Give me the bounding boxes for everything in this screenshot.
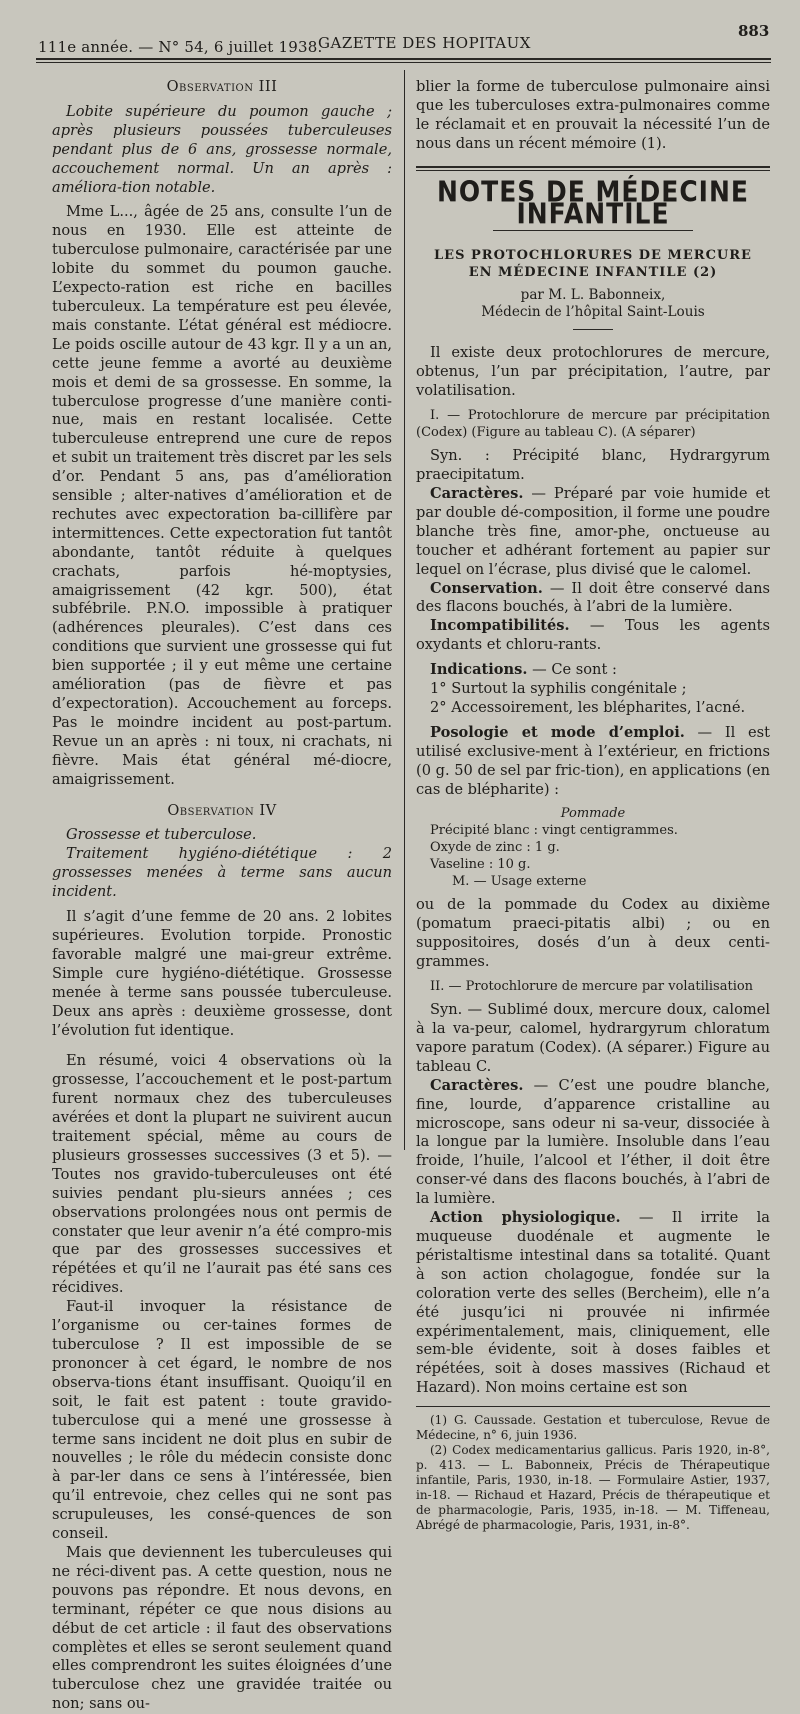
section-1-synonyms: Syn. : Précipité blanc, Hydrargyrum praecipitatum. [416,447,770,484]
section-1-title: I. — Protochlorure de mercure par précipitation (Codex) (Figure au tableau C). (A séparer) [416,408,770,441]
article-author-role: Médecin de l’hôpital Saint-Louis [481,304,705,321]
section-1-conservation [416,580,770,618]
section-rule-bottom [493,230,693,231]
right-column [416,78,770,1533]
observation-3-text: Mme L..., âgée de 25 ans, consulte l’un de nous en 1930. Elle est atteinte de tuberculose pulmonaire, caractérisée par une lobite du sommet du poumon gauche. L’expecto-ration est riche en bacilles tuberculeux. La température est peu élevée, mais constante. L’état général est médiocre. Le poids oscille autour de 43 kgr. Il y a un an, cette jeune femme a avorté au deuxième mois et demi de sa grossesse. En somme, la tuberculose progresse d’une manière conti-nue, mais en restant localisée. Cette tuberculeuse entreprend une cure de repos et subit un traitement très discret par les sels d’or. Pendant 5 ans, pas d’amélioration sensible ; alter-natives d’amélioration et de rechutes avec expectoration ba-cillifère par intermittences. Cette expectoration fut tantôt abondante, tantôt réduite à quelques crachats, parfois hé-moptysies, amaigrissement (42 kgr. 500), état subfébrile. P.N.O. impossible à pratiquer (adhérences pleurales). C’est dans ces conditions que survient une grossesse qui fut bien supportée ; il y eut même une certaine amélioration (pas de fièvre et pas d’expectoration). Accouchement au forceps. Pas le moindre incident au post-partum. Revue un an après : ni toux, ni crachats, ni fièvre. Mais état général mé-diocre, amaigrissement. [52,203,392,788]
article-title-line-2: EN MÉDECINE INFANTILE (2) [468,265,718,281]
pommade-line-2: Oxyde de zinc : 1 g. [430,840,560,856]
conservation-label: Conservation. [430,579,543,597]
indication-2: 2° Accessoirement, les blépharites, l’acné. [430,698,746,716]
observation-3-title: Observation III [166,78,278,95]
observation-4-summary-1: Grossesse et tuberculose. [66,826,257,844]
issue-info: 111e année. — N° 54, 6 juillet 1938. [38,38,323,56]
paragraph-faut: Faut-il invoquer la résistance de l’organisme ou cer-taines formes de tuberculose ? Il est impossible de se prononcer à cet égard, le nombre de nos observa-tions étant insuffisant. Quoiqu’il en soit, le fait est patent : toute gravido-tuberculose qui a mené une grossesse à terme sans incident ne doit plus en subir de nouvelles ; le rôle du médecin consiste donc à par-ler dans ce sens à l’intéressée, bien qu’il entrevoie, chez celles qui ne sont pas scrupuleuses, les consé-quences de son conseil. [52,1298,392,1543]
action-label: Action physiologique. [430,1209,621,1227]
indications-text: — Ce sont : [527,661,617,679]
article-title-line-1: LES PROTOCHLORURES DE MERCURE [434,248,752,264]
conservation-text: — Il doit être conservé dans des flacons bouchés, à l’abri de la lumière. [416,579,770,616]
incompatibilites-text: — Tous les agents oxydants et chloru-rants. [416,617,770,654]
indications-label: Indications. [430,661,528,679]
left-column [52,78,392,1714]
footnote-rule [416,1406,770,1407]
paragraph-continued: blier la forme de tuberculose pulmonaire ainsi que les tuberculoses extra-pulmonaires comme le réclamait et en prouvait la nécessité l’un de nous dans un récent mémoire (1). [416,78,770,152]
section-1-posologie [416,724,770,800]
pommade-line-4: M. — Usage externe [452,874,587,890]
journal-title: GAZETTE DES HOPITAUX [318,34,531,52]
header-rule [36,58,771,60]
pommade-line-3: Vaseline : 10 g. [430,857,531,873]
section-2-title: II. — Protochlorure de mercure par volatilisation [430,979,754,995]
section-1-incompatibilites [416,617,770,655]
observation-4-title: Observation IV [167,801,277,819]
observation-3-summary: Lobite supérieure du poumon gauche ; après plusieurs poussées tuberculeuses pendant plus de 6 ans, grossesse normale, accouchement normal. Un an après : améliora-tion notable. [52,102,392,196]
section-1-end: ou de la pommade du Codex au dixième (pomatum praeci-pitatis albi) ; ou en suppositoires, dosés d’un à deux centi-grammes. [416,896,770,971]
observation-4-text: Il s’agit d’une femme de 20 ans. 2 lobites supérieures. Evolution torpide. Pronostic favorable malgré une mai-greur extrême. Simple cure hygiéno-diététique. Grossesse menée à terme sans poussée tuberculeuse. Deux ans après : deuxième grossesse, dont l’évolution fut identique. [52,908,392,1039]
footnote-1: (1) G. Caussade. Gestation et tuberculose, Revue de Médecine, n° 6, juin 1936. [416,1413,770,1443]
posologie-text: — Il est utilisé exclusive-ment à l’extérieur, en frictions (0 g. 50 de sel par fric-tion), en applications (en cas de blépharite) : [416,723,770,798]
article-author: par M. L. Babonneix, [520,287,666,304]
section-2-action [416,1209,770,1398]
section-1-indications [416,661,770,680]
section-title: NOTES DE MÉDECINE INFANTILE [437,174,749,230]
section-1-caracteres [416,485,770,580]
article-intro: Il existe deux protochlorures de mercure, obtenus, l’un par précipitation, l’autre, par volatilisation. [416,344,770,400]
author-rule [573,329,613,330]
caracteres-text: — Préparé par voie humide et par double dé-composition, il forme une poudre blanche très fine, amor-phe, onctueuse au toucher et adhérant fortement au papier sur lequel on l’écrase, plus divisé que le calomel. [416,484,770,578]
column-divider [404,70,405,1150]
paragraph-resume: En résumé, voici 4 observations où la grossesse, l’accouchement et le post-partum furent normaux chez des tuberculeuses avérées et dont la plupart ne suivirent aucun traitement spécial, même au cours de plusieurs grossesses successives (3 et 5). — Toutes nos gravido-tuberculeuses ont été suivies pendant plu-sieurs années ; ces observations prolongées nous ont permis de constater que leur avenir n’a été compro-mis que par des grossesses successives et répétées et qu’il ne l’aurait pas été sans ces récidives. [52,1052,392,1297]
caracteres-2-text: — C’est une poudre blanche, fine, lourde, d’apparence cristalline au microscope, sans odeur ni sa-veur, dissociée à la longue par la lumière. Insoluble dans l’eau froide, l’huile, l’alcool et l’éther, il doit être conser-vé dans des flacons bouchés, à l’abri de la lumière. [416,1076,770,1208]
observation-4-summary-2: Traitement hygiéno-diététique : 2 grossesses menées à terme sans aucun incident. [52,845,392,901]
section-2-synonyms: Syn. — Sublimé doux, mercure doux, calomel à la va-peur, calomel, hydrargyrum chloratum vapore paratum (Codex). (A séparer.) Figure au tableau C. [416,1001,770,1075]
caracteres-label: Caractères. [430,484,524,502]
action-text: — Il irrite la muqueuse duodénale et augmente le péristaltisme intestinal dans sa totalité. Quant à son action cholagogue, fondée sur la coloration verte des selles (Bercheim), elle n’a été jusqu’ici ni prouvée ni infirmée expérimentalement, mais, cliniquement, elle sem-ble évidente, soit à doses faibles et répétées, soit à doses massives (Richaud et Hazard). Non moins certaine est son [416,1209,770,1397]
incompatibilites-label: Incompatibilités. [430,617,570,635]
footnote-2: (2) Codex medicamentarius gallicus. Paris 1920, in-8°, p. 413. — L. Babonneix, Précis de Thérapeutique infantile, Paris, 1930, in-18. — Formulaire Astier, 1937, in-18. — Richaud et Hazard, Précis de thérapeutique et de pharmacologie, Paris, 1935, in-18. — M. Tiffeneau, Abrégé de pharmacologie, Paris, 1931, in-8°. [416,1443,770,1533]
paragraph-mais: Mais que deviennent les tuberculeuses qui ne réci-divent pas. A cette question, nous ne pouvons pas répondre. Et nous devons, en terminant, répéter ce que nous disions au début de cet article : il faut des observations complètes et elles se seront seulement quand elles comprendront les suites éloignées d’une tuberculose chez une gravidée traitée ou non; sans ou- [52,1543,392,1713]
caracteres-2-label: Caractères. [430,1076,524,1094]
pommade-line-1: Précipité blanc : vingt centigrammes. [430,823,678,839]
section-2-caracteres [416,1077,770,1209]
posologie-label: Posologie et mode d’emploi. [430,723,685,741]
header-rule-thin [36,62,771,63]
pommade-title: Pommade [560,806,626,822]
section-rule-top [416,166,770,171]
page-number: 883 [738,22,770,40]
indication-1: 1° Surtout la syphilis congénitale ; [430,680,687,698]
